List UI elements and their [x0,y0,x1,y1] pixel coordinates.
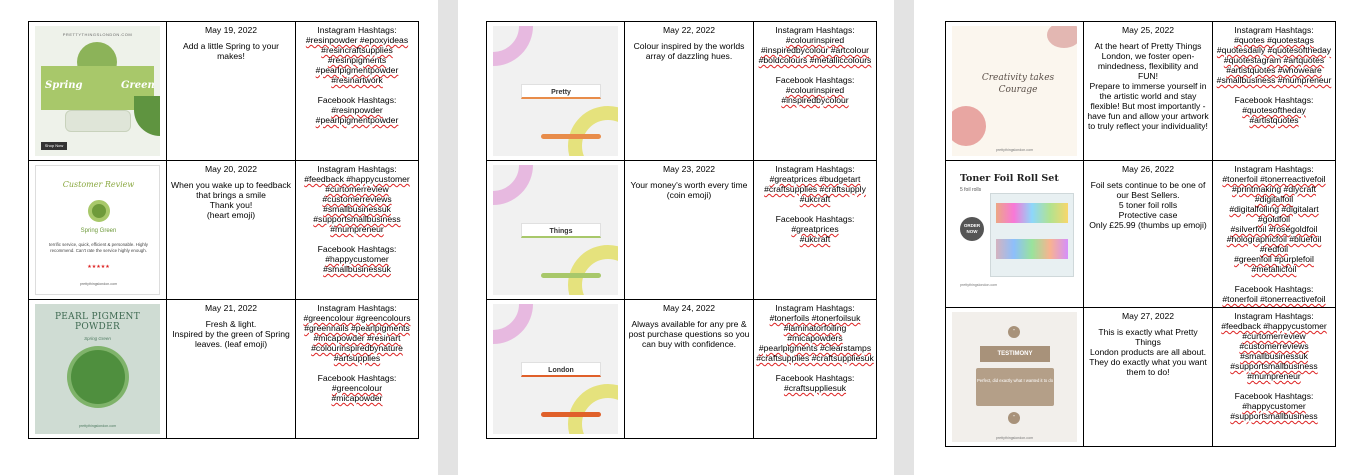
caption-line: (heart emoji) [206,210,256,220]
quote-mark-icon: “ [1008,326,1020,338]
plan-row [946,22,1336,161]
caption-line: our Best Sellers. [1116,190,1180,200]
facebook-hashtags [298,373,416,403]
hashtag-cell [296,22,419,161]
plan-row [946,308,1336,447]
post-image [952,165,1077,295]
caption-line: mindedness, flexibility and FUN! [1097,61,1199,81]
hashtag-line: #greenfoil #purplefoil [1234,254,1314,264]
caption-line: Prepare to immerse yourself in [1089,81,1207,91]
card-label: Pretty [521,84,601,99]
image-title: Toner Foil Roll Set [960,173,1059,184]
hashtag-line: #metallicfoil [1251,264,1297,274]
hashtag-line: #supportsmallbusiness [1230,411,1318,421]
image-url-text: PRETTYTHINGSLONDON.COM [62,32,133,37]
post-image [952,312,1077,442]
caption-cell [167,300,296,439]
hashtag-cell [754,161,877,300]
card-bar [541,273,601,278]
hashtag-line: #tonerfoil #tonerreactivefoil [1222,294,1326,304]
hashtag-line: #ukcraft [799,194,831,204]
caption-line: London products are all about. [1089,347,1207,357]
facebook-hashtags [1215,95,1333,125]
hashtag-line: #greatprices #budgetart [769,174,861,184]
plan-row [487,300,877,439]
post-image [952,26,1077,156]
hashtag-cell [296,300,419,439]
caption-line: Your money's worth every time [630,180,748,190]
caption-line: Only £25.99 (thumbs up emoji) [1089,220,1207,230]
hashtag-line: #pearlpigments #clearstamps [758,343,872,353]
hashtag-line: #greencolour #greencolours [303,313,411,323]
hashtag-line: #craftsupplies #craftsuppliesuk [756,353,874,363]
hashtag-line: #smallbusinessuk [323,204,391,214]
post-date: May 22, 2022 [662,25,716,35]
hashtag-line: #curtomerreview [325,184,389,194]
content-plan-table-2 [486,21,877,439]
hashtag-line: #holographicfoil #bluefoil #redfoil [1226,234,1322,254]
image-cell [29,300,167,439]
hashtag-cell [296,161,419,300]
caption-line: At the heart of Pretty Things [1094,41,1202,51]
caption-line: Add a little Spring to your makes! [182,41,280,61]
hashtag-line: #artistquotes #whoweare [1226,65,1322,75]
image-cell [29,22,167,161]
caption-line: the artistic world and stay [1099,91,1197,101]
hashtag-line: #quotes #quotestags [1234,35,1314,45]
hashtag-line: #supportsmallbusiness [313,214,401,224]
instagram-heading: Instagram Hashtags: [1234,164,1314,174]
hashtag-line: #resinartwork [331,75,383,85]
instagram-heading: Instagram Hashtags: [775,303,855,313]
hashtag-line: #smallbusinessuk [323,264,391,274]
hashtag-line: #craftsupplies #craftsupply [764,184,866,194]
facebook-heading: Facebook Hashtags: [317,95,397,105]
yellow-arc [568,384,618,434]
hashtag-cell [1213,308,1336,447]
facebook-hashtags [756,75,874,105]
content-plan-table-3 [945,21,1336,447]
image-cell [487,22,625,161]
hashtag-line: #happycustomer [1242,401,1306,411]
image-cell [946,308,1084,447]
quote-mark-icon: ” [1008,412,1020,424]
plan-row [29,300,419,439]
hashtag-line: #feedback #happycustomer [1221,321,1327,331]
plan-row [29,161,419,300]
image-subtitle: Spring Green [84,336,111,341]
hashtag-line: #micapowder [331,393,383,403]
image-cell [487,300,625,439]
facebook-heading: Facebook Hashtags: [775,373,855,383]
hashtag-line: #mumpreneur [330,224,384,234]
facebook-hashtags [756,214,874,244]
caption-cell [1084,161,1213,308]
caption-line: They do exactly what you want [1089,357,1207,367]
post-image [493,304,618,434]
image-title-line: POWDER [74,322,121,332]
caption-line: can buy with confidence. [641,339,737,349]
hashtag-line: #artistquotes [1249,115,1299,125]
hashtag-line: #craftsuppliesuk [783,383,847,393]
image-word: Spring [45,80,83,91]
foil-rolls [996,203,1068,223]
caption-line: leaves. (leaf emoji) [194,339,268,349]
caption-line: 5 toner foil rolls [1118,200,1178,210]
instagram-heading: Instagram Hashtags: [317,25,397,35]
image-cell [946,22,1084,161]
instagram-hashtags [298,25,416,85]
card-label: London [521,362,601,377]
plan-row [487,161,877,300]
yellow-arc [568,106,618,156]
pink-arc [493,165,533,205]
hashtag-line: #customerreviews [322,194,392,204]
hashtag-cell [754,22,877,161]
page-gap [894,0,914,475]
hashtag-line: #boldcolours #metalliccolours [758,55,872,65]
caption-cell [1084,308,1213,447]
hashtag-line: #silverfoil #rosegoldfoil [1230,224,1318,234]
post-image [35,304,160,434]
caption-line: (coin emoji) [666,190,712,200]
post-image [35,26,160,156]
content-plan-table-1 [28,21,419,439]
hashtag-line: #resinpowder [331,105,383,115]
caption-line: have fun and allow your artwork [1087,111,1209,121]
hashtag-cell [1213,22,1336,161]
image-cell [29,161,167,300]
flower-decoration [952,106,986,146]
instagram-hashtags [756,164,874,204]
hashtag-line: #tonerfoil #tonerreactivefoil [1222,174,1326,184]
hashtag-line: #laminatorfoiling #micapowders [783,323,847,343]
pink-arc [493,26,533,66]
image-cell [487,161,625,300]
instagram-hashtags [298,303,416,363]
hashtag-line: #customerreviews [1239,341,1309,351]
facebook-hashtags [1215,284,1333,304]
review-title: Customer Review [62,180,135,189]
caption-line: London, we foster open- [1101,51,1195,61]
plan-row [29,22,419,161]
hashtag-line: #smallbusiness #mumpreneur [1216,75,1332,85]
post-date: May 20, 2022 [204,164,258,174]
image-title-line: PEARL PIGMENT [54,312,141,322]
pigment-swatch [88,200,110,222]
rating-stars: ★★★★★ [87,264,110,270]
instagram-heading: Instagram Hashtags: [775,25,855,35]
hashtag-line: #micapowder #resinart [313,333,401,343]
image-word: Green [121,80,155,91]
facebook-hashtags [756,373,874,393]
instagram-hashtags [298,164,416,234]
facebook-heading: Facebook Hashtags: [1234,95,1314,105]
instagram-hashtags [1215,311,1333,381]
caption-line: Thank you! [209,200,253,210]
plan-row [487,22,877,161]
hashtag-line: #quotestagram #artquotes [1223,55,1325,65]
quote-text [968,72,1068,96]
pigment-disc [71,350,125,404]
post-date: May 25, 2022 [1121,25,1175,35]
caption-line: Protective case [1118,210,1178,220]
image-url-text: prettythingslondon.com [960,283,998,287]
hashtag-line: #quotesoftheday [1242,105,1306,115]
caption-line: post purchase questions so you [628,329,750,339]
caption-line: Inspired by the green of Spring [172,329,290,339]
caption-line: Colour inspired by the worlds [633,41,745,51]
hashtag-line: #curtomerreview [1242,331,1306,341]
hashtag-line: #happycustomer [325,254,389,264]
caption-line: them to do! [1126,367,1170,377]
review-product: Spring Green [80,228,117,234]
caption-cell [167,161,296,300]
facebook-hashtags [298,95,416,125]
testimony-banner: TESTIMONY [980,346,1050,362]
hashtag-line: #artsupplies [333,353,381,363]
caption-line: array of dazzling hues. [645,51,733,61]
image-subtitle: 5 foil rolls [960,187,982,193]
facebook-heading: Facebook Hashtags: [317,244,397,254]
hashtag-line: #ukcraft [799,234,831,244]
plan-row [946,161,1336,308]
image-title [35,312,160,332]
instagram-hashtags [1215,25,1333,85]
caption-cell [625,300,754,439]
hashtag-line: #pearlpigmentpowder [315,115,399,125]
post-date: May 24, 2022 [662,303,716,313]
facebook-hashtags [1215,391,1333,421]
image-cell [946,161,1084,308]
hashtag-line: #colourinspired [785,85,845,95]
instagram-heading: Instagram Hashtags: [775,164,855,174]
image-url-text: prettythingslondon.com [78,424,117,428]
hashtag-line: #resincraftsupplies [321,45,393,55]
card-label: Things [521,223,601,238]
caption-cell [625,161,754,300]
hashtag-line: #greencolour [331,383,383,393]
yellow-arc [568,245,618,295]
instagram-hashtags [1215,164,1333,274]
facebook-heading: Facebook Hashtags: [1234,391,1314,401]
instagram-heading: Instagram Hashtags: [1234,25,1314,35]
quote-line: Creativity takes [981,73,1055,83]
instagram-heading: Instagram Hashtags: [1234,311,1314,321]
post-date: May 23, 2022 [662,164,716,174]
hashtag-line: #mumpreneur [1247,371,1301,381]
image-url-text: prettythingslondon.com [995,148,1034,152]
post-image [35,165,160,295]
hashtag-line: #colourinspired [785,35,845,45]
post-image [493,26,618,156]
facebook-heading: Facebook Hashtags: [775,214,855,224]
hashtag-line: #resinpigments [327,55,387,65]
caption-cell [1084,22,1213,161]
instagram-heading: Instagram Hashtags: [317,303,397,313]
hashtag-line: #inspiredbycolour [781,95,849,105]
caption-line: Foil sets continue to be one of [1090,180,1206,190]
facebook-heading: Facebook Hashtags: [775,75,855,85]
hashtag-line: #greennails #pearlpigments [304,323,410,333]
leaf-decoration [134,96,160,136]
hashtag-line: #pearlpigmentpowder [315,65,399,75]
post-date: May 21, 2022 [204,303,258,313]
caption-line: When you wake up to feedback [171,180,291,190]
facebook-hashtags [298,244,416,274]
image-url-text: prettythingslondon.com [79,282,118,286]
order-now-badge[interactable]: ORDER NOW [960,217,984,241]
caption-line: Always available for any pre & [631,319,747,329]
review-quote: terrific service, quick, efficient & personable. Highly recommend. Can't rate the service highly enough. [49,242,148,253]
hashtag-line: #digitalfoiling #digitalart #goldfoil [1229,204,1319,224]
foil-rolls [996,239,1068,259]
quote-line: Courage [998,85,1038,95]
flower-decoration [1047,26,1077,48]
page-gap [438,0,458,475]
caption-line: to truly reflect your individuality! [1088,121,1208,131]
post-date: May 27, 2022 [1121,311,1175,321]
caption-line: Fresh & light. [205,319,257,329]
hashtag-line: #supportsmallbusiness [1230,361,1318,371]
image-url-text: prettythingslondon.com [995,436,1034,440]
hashtag-line: #resinpowder #epoxyideas [305,35,409,45]
hashtag-line: #feedback #happycustomer [304,174,410,184]
post-date: May 26, 2022 [1121,164,1175,174]
post-image [493,165,618,295]
hashtag-line: #smallbusinessuk [1240,351,1308,361]
instagram-heading: Instagram Hashtags: [317,164,397,174]
hashtag-line: #quotesdaily #quotesoftheday [1216,45,1332,55]
caption-line: that brings a smile [196,190,266,200]
pink-arc [493,304,533,344]
facebook-heading: Facebook Hashtags: [317,373,397,383]
facebook-heading: Facebook Hashtags: [1234,284,1314,294]
hashtag-line: #greatprices [791,224,839,234]
hashtag-line: #inspiredbycolour #artcolour [761,45,869,55]
testimony-card: Perfect, did exactly what I wanted it to do [976,368,1054,406]
hashtag-cell [1213,161,1336,308]
instagram-hashtags [756,303,874,363]
caption-line: This is exactly what Pretty Things [1098,327,1198,347]
instagram-hashtags [756,25,874,65]
hashtag-line: #tonerfoils #tonerfoilsuk [769,313,861,323]
card-bar [541,134,601,139]
caption-cell [167,22,296,161]
card-bar [541,412,601,417]
shop-button[interactable]: Shop Now [41,142,67,150]
post-date: May 19, 2022 [204,25,258,35]
display-pedestal [65,110,131,132]
hashtag-cell [754,300,877,439]
caption-cell [625,22,754,161]
hashtag-line: #colourinspiredbynature [311,343,403,353]
caption-line: flexible! But most importantly - [1090,101,1206,111]
hashtag-line: #printmaking #diycraft #digitalfoil [1231,184,1317,204]
